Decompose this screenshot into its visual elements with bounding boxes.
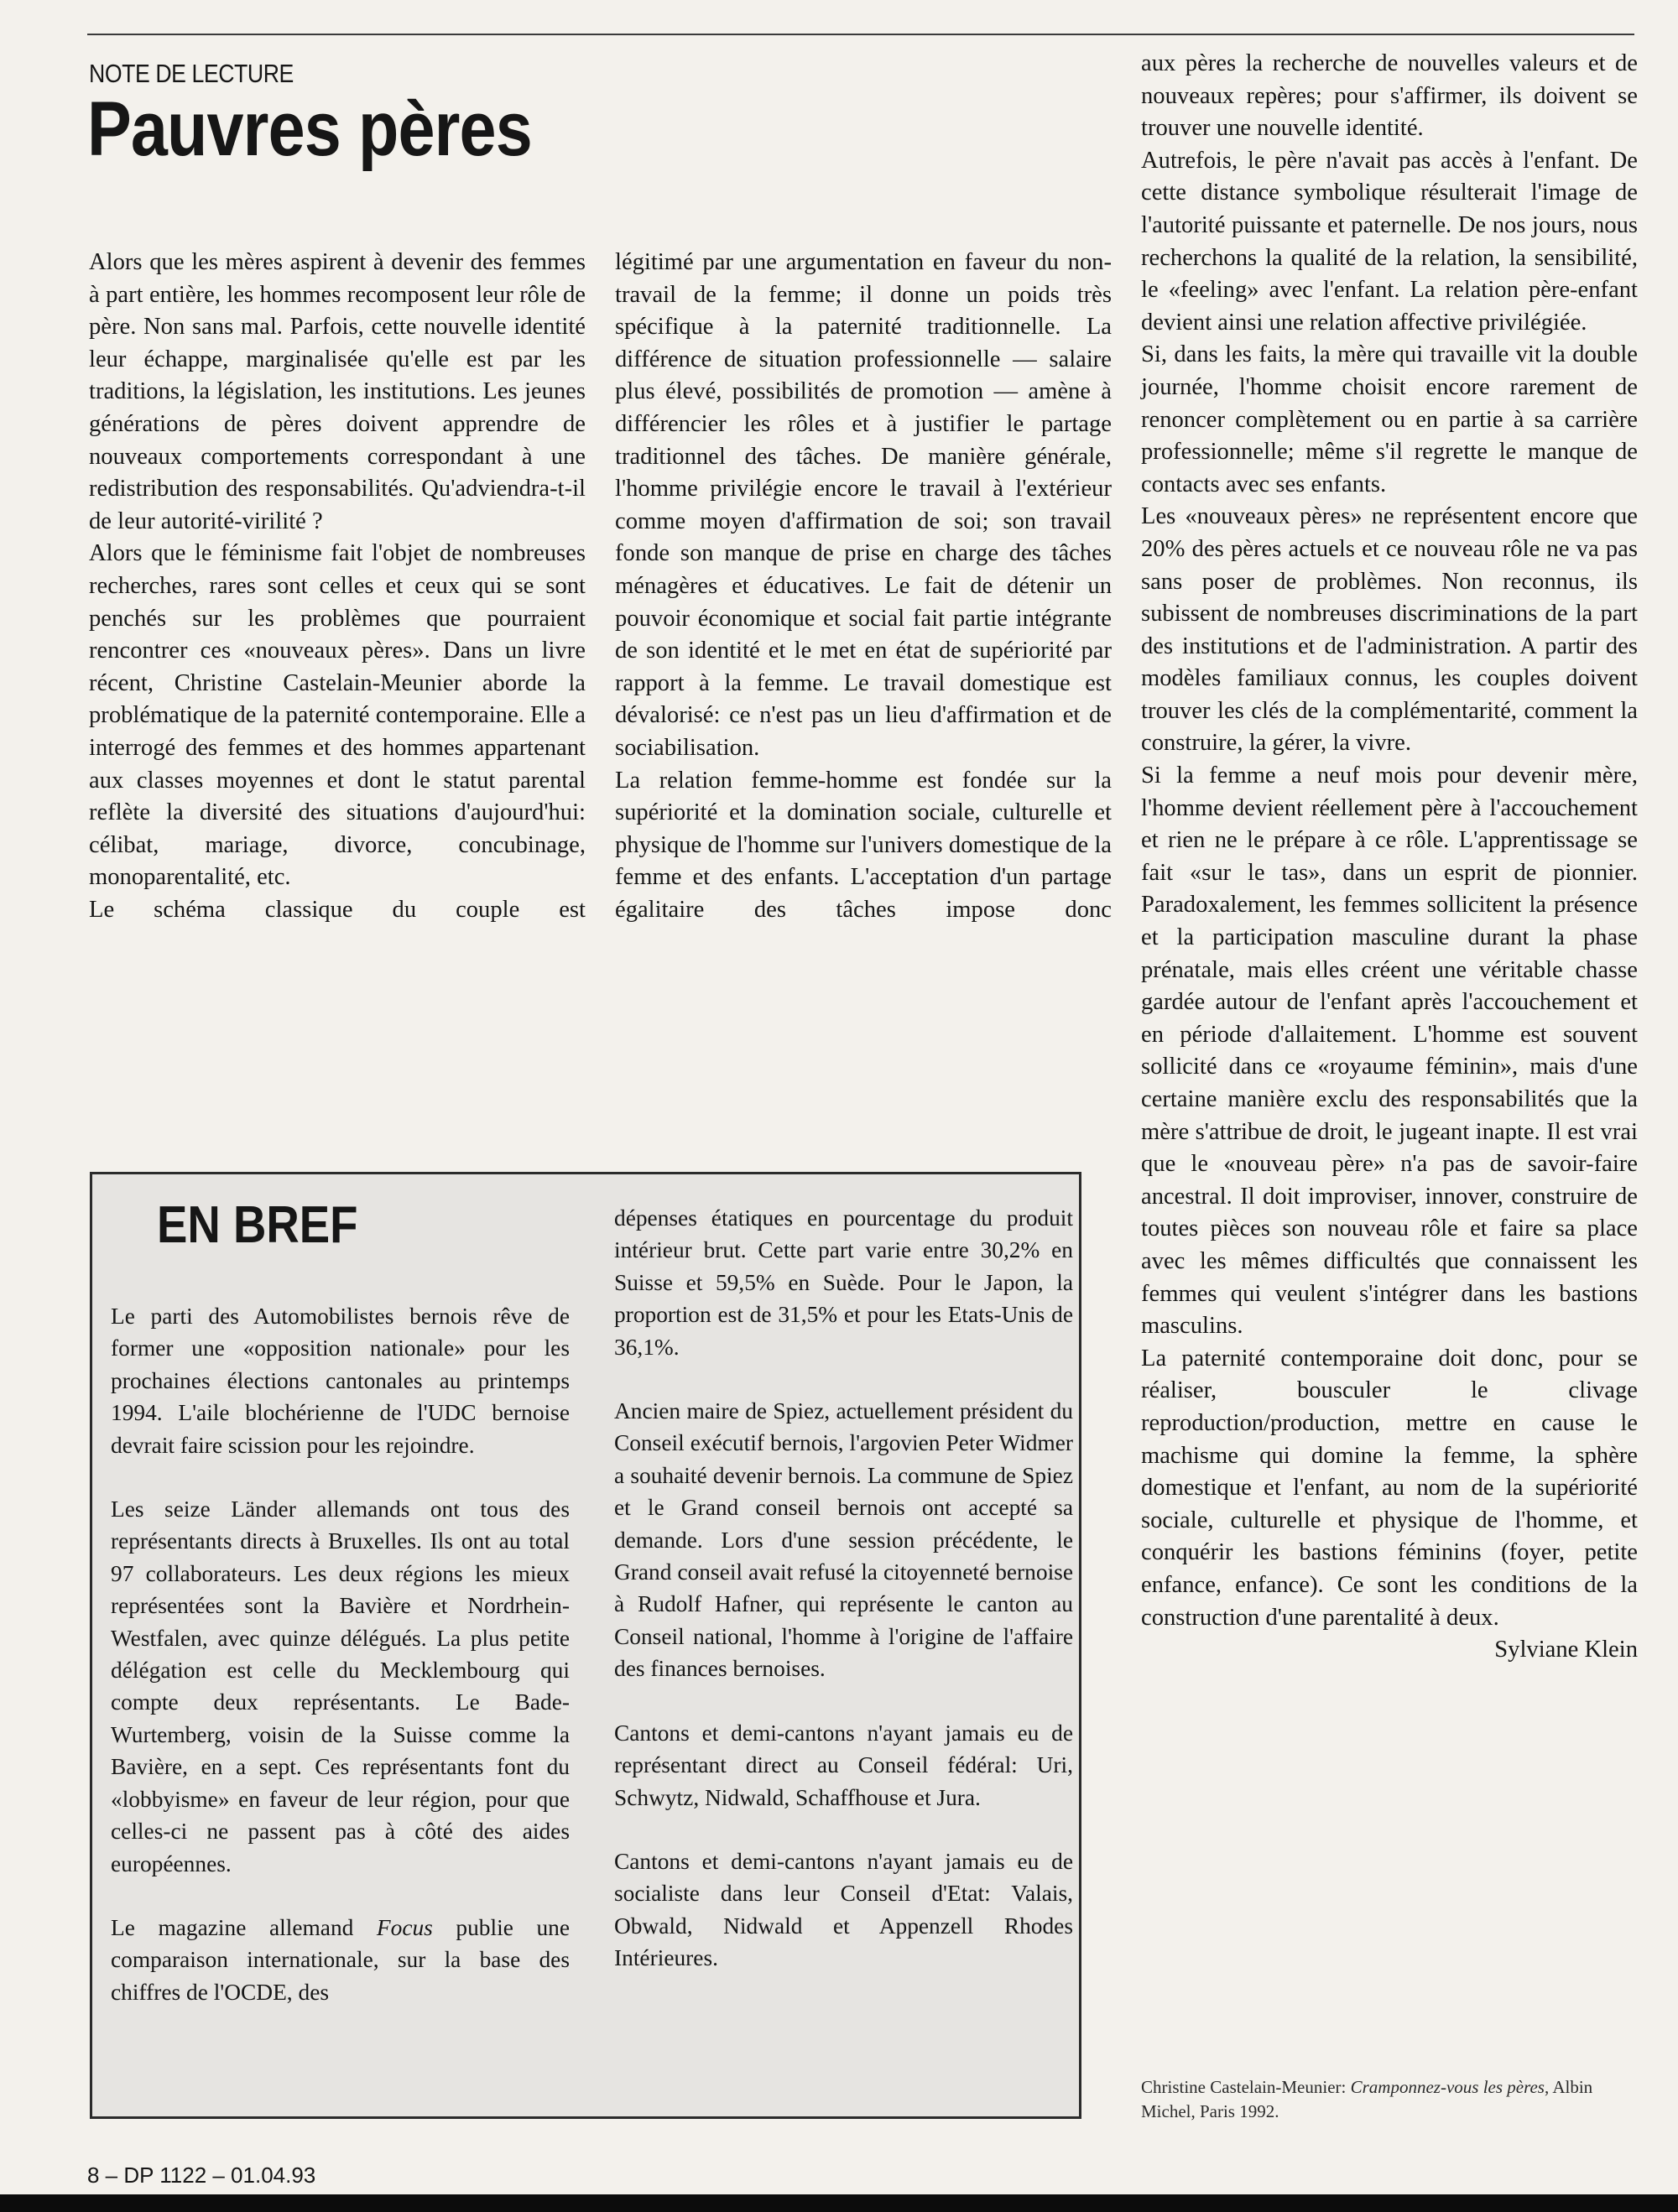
article-paragraph: La paternité contemporaine doit donc, pour se réaliser, bousculer le clivage reproduction/production, mettre en cause le machisme qui domine la femme, la sphère domestique et l'enfant, au nom de la supériorité sociale, culturelle et physique de l'homme, et conquérir les bastions féminins (foyer, petite enfance, enfance). Ce sont les conditions de la construction d'une parentalité à deux. — [1141, 1345, 1638, 1631]
reference-book-title: Cramponnez-vous les pères — [1350, 2077, 1545, 2097]
page-bottom-band — [0, 2194, 1678, 2212]
article-column-1 — [89, 247, 586, 926]
article-paragraph: Alors que le féminisme fait l'objet de nombreuses recherches, rares sont celles et ceux qui se sont penchés sur les problèmes que pourraient rencontrer ces «nouveaux pères». Dans un livre récent, Christine Castelain-Meunier aborde la problématique de la paternité contemporaine. Elle a interrogé des femmes et des hommes appartenant aux classes moyennes et dont le statut parental reflète la diversité des situations d'aujourd'hui: célibat, mariage, divorce, concubinage, monoparentalité, etc. — [89, 540, 586, 891]
brief-item: Ancien maire de Spiez, actuellement président du Conseil exécutif bernois, l'argovien Peter Widmer a souhaité devenir bernois. La commune de Spiez et le Grand conseil bernois ont accepté sa demande. Lors d'une session précédente, le Grand conseil avait refusé la citoyenneté bernoise à Rudolf Hafner, qui représente le canton au Conseil national, l'homme à l'origine de l'affaire des finances bernoises. — [614, 1398, 1073, 1682]
book-reference — [1141, 2075, 1644, 2124]
brief-item: Le parti des Automobilistes bernois rêve de former une «opposition nationale» pour les prochaines élections cantonales au printemps 1994. L'aile blochérienne de l'UDC bernoise devrait faire scission pour les rejoindre. — [111, 1304, 570, 1458]
brief-item: Cantons et demi-cantons n'ayant jamais eu de représentant direct au Conseil fédéral: Uri, Schwytz, Nidwald, Schaffhouse et Jura. — [614, 1720, 1073, 1810]
article-column-2 — [615, 247, 1112, 926]
section-kicker: NOTE DE LECTURE — [89, 59, 294, 88]
author-signature: Sylviane Klein — [1494, 1637, 1638, 1663]
article-title: Pauvres pères — [87, 86, 532, 172]
article-paragraph: aux pères la recherche de nouvelles valeurs et de nouveaux repères; pour s'affirmer, ils doivent se trouver une nouvelle identité. — [1141, 50, 1638, 142]
en-bref-title: EN BREF — [157, 1196, 358, 1254]
article-column-3 — [1141, 48, 1638, 1667]
brief-item: Les seize Länder allemands ont tous des représentants directs à Bruxelles. Ils ont au total 97 collaborateurs. Les deux régions les mieux représentées sont la Bavière et Nordrhein-Westfalen, avec quinze délégués. La plus petite délégation est celle du Mecklembourg qui compte deux représentants. Le Bade-Wurtemberg, voisin de la Suisse comme la Bavière, en a sept. Ces représentants font du «lobbyisme» en faveur de leur région, pour que celles-ci ne passent pas à côté des aides européennes. — [111, 1496, 570, 1876]
brief-item-text: publie une comparaison internationale, sur la base des chiffres de l'OCDE, des — [111, 1914, 570, 2005]
brief-item: Cantons et demi-cantons n'ayant jamais eu de socialiste dans leur Conseil d'Etat: Valais, Obwald, Nidwald et Appenzell Rhodes Intérieures. — [614, 1848, 1073, 1971]
en-bref-column-1 — [111, 1300, 570, 2008]
reference-author: Christine Castelain-Meunier: — [1141, 2077, 1351, 2097]
brief-item-text: Le magazine allemand — [111, 1914, 377, 1940]
article-paragraph: Le schéma classique du couple est — [89, 896, 586, 923]
top-rule — [87, 34, 1634, 35]
article-paragraph: Alors que les mères aspirent à devenir des femmes à part entière, les hommes recomposent leur rôle de père. Non sans mal. Parfois, cette nouvelle identité leur échappe, marginalisée qu'elle est par les traditions, la législation, les institutions. Les jeunes générations de pères doivent apprendre de nouveaux comportements correspondant à une redistribution des responsabilités. Qu'adviendra-t-il de leur autorité-virilité ? — [89, 249, 586, 534]
reference-publisher: , Albin Michel, Paris 1992. — [1141, 2077, 1593, 2121]
article-paragraph: Si la femme a neuf mois pour devenir mère, l'homme devient réellement père à l'accouchement et rien ne le prépare à ce rôle. L'apprentissage se fait «sur le tas», dans un esprit de pionnier. Paradoxalement, les femmes sollicitent la présence et la participation masculine durant la phase prénatale, mais elles créent une véritable chasse gardée autour de l'enfant après l'accouchement et en période d'allaitement. L'homme est souvent sollicité dans ce «royaume féminin», mais d'une certaine manière exclu des responsabilités que la mère s'attribue de droit, le jugeant inapte. Il est vrai que le «nouveau père» n'a pas de savoir-faire ancestral. Il doit improviser, innover, construire de toutes pièces son nouveau rôle et faire sa place avec les mêmes difficultés que connaissent les femmes qui veulent s'intégrer dans les bastions masculins. — [1141, 762, 1638, 1340]
article-paragraph: Les «nouveaux pères» ne représentent encore que 20% des pères actuels et ce nouveau rôle ne va pas sans poser de problèmes. Non reconnus, ils subissent de nombreuses discriminations de la part des institutions et de l'administration. A partir des modèles familiaux connus, les couples doivent trouver les clés de la complémentarité, comment la construire, la gérer, la vivre. — [1141, 503, 1638, 757]
brief-item: dépenses étatiques en pourcentage du produit intérieur brut. Cette part varie entre 30,2% en Suisse et 59,5% en Suède. Pour le Japon, la proportion est de 31,5% et pour les Etats-Unis de 36,1%. — [614, 1205, 1073, 1360]
en-bref-column-2 — [614, 1202, 1073, 1975]
article-paragraph: légitimé par une argumentation en faveur du non-travail de la femme; il donne un poids très spécifique à la paternité traditionnelle. La différence de situation professionnelle — salaire plus élevé, possibilités de promotion — amène à différencier les rôles et à justifier le partage traditionnel des tâches. De manière générale, l'homme privilégie encore le travail à l'extérieur comme moyen d'affirmation de soi; son travail fonde son manque de prise en charge des tâches ménagères et éducatives. Le fait de détenir un pouvoir économique et social fait partie intégrante de son identité et le met en état de supériorité par rapport à la femme. Le travail domestique est dévalorisé: ce n'est pas un lieu d'affirmation et de sociabilisation. — [615, 249, 1112, 761]
page-folio: 8 – DP 1122 – 01.04.93 — [87, 2163, 316, 2188]
article-paragraph: La relation femme-homme est fondée sur la supériorité et la domination sociale, culturelle et physique de l'homme sur l'univers domestique de la femme et des enfants. L'acceptation d'un partage égalitaire des tâches impose donc — [615, 767, 1112, 923]
article-paragraph: Si, dans les faits, la mère qui travaille vit la double journée, l'homme choisit encore rarement de renoncer complètement ou en partie à sa carrière professionnelle; même s'il regrette le manque de contacts avec ses enfants. — [1141, 341, 1638, 497]
brief-item — [111, 1912, 570, 2008]
article-paragraph: Autrefois, le père n'avait pas accès à l'enfant. De cette distance symbolique résulterait l'image de l'autorité puissante et paternelle. De nos jours, nous recherchons la qualité de la relation, la sensibilité, le «feeling» avec l'enfant. La relation père-enfant devient ainsi une relation affective privilégiée. — [1141, 147, 1638, 336]
magazine-name: Focus — [376, 1914, 433, 1940]
